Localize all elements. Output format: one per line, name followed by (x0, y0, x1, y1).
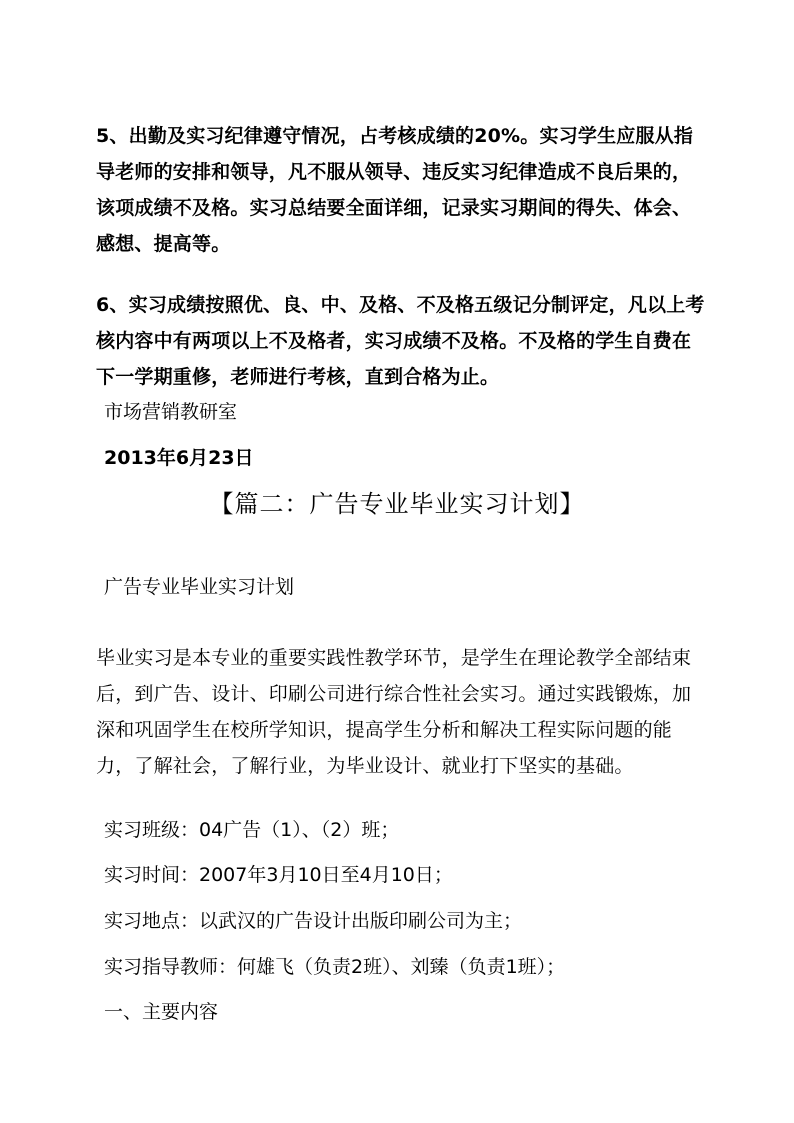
info-place: 实习地点：以武汉的广告设计出版印刷公司为主； (104, 910, 523, 932)
signature-department: 市场营销教研室 (104, 401, 238, 423)
document-title: 广告专业毕业实习计划 (104, 576, 295, 598)
item-5-paragraph: 5、出勤及实习纪律遵守情况，占考核成绩的20%。实习学生应服从指导老师的安排和领导，凡不服从领导、违反实习纪律造成不良后果的，该项成绩不及格。实习总结要全面详细，记录实习期间的得失、体会、感想、提高等。 (96, 125, 694, 255)
info-class: 实习班级：04广告（1）、（2）班； (104, 819, 400, 841)
item-6-paragraph: 6、实习成绩按照优、良、中、及格、不及格五级记分制评定，凡以上考核内容中有两项以上不及格者，实习成绩不及格。不及格的学生自费在下一学期重修，老师进行考核，直到合格为止。 (96, 294, 705, 388)
intro-paragraph: 毕业实习是本专业的重要实践性教学环节，是学生在理论教学全部结束后，到广告、设计、印刷公司进行综合性社会实习。通过实践锻炼，加深和巩固学生在校所学知识，提高学生分析和解决工程实际问题的能力，了解社会，了解行业，为毕业设计、就业打下坚实的基础。 (96, 647, 692, 777)
section-one-heading: 一、主要内容 (104, 1001, 219, 1023)
signature-date: 2013年6月23日 (104, 447, 254, 469)
section-heading: 【篇二：广告专业毕业实习计划】 (209, 490, 585, 518)
info-time: 实习时间：2007年3月10日至4月10日； (104, 864, 453, 886)
info-teachers: 实习指导教师：何雄飞（负责2班）、刘臻（负责1班）； (104, 956, 566, 978)
